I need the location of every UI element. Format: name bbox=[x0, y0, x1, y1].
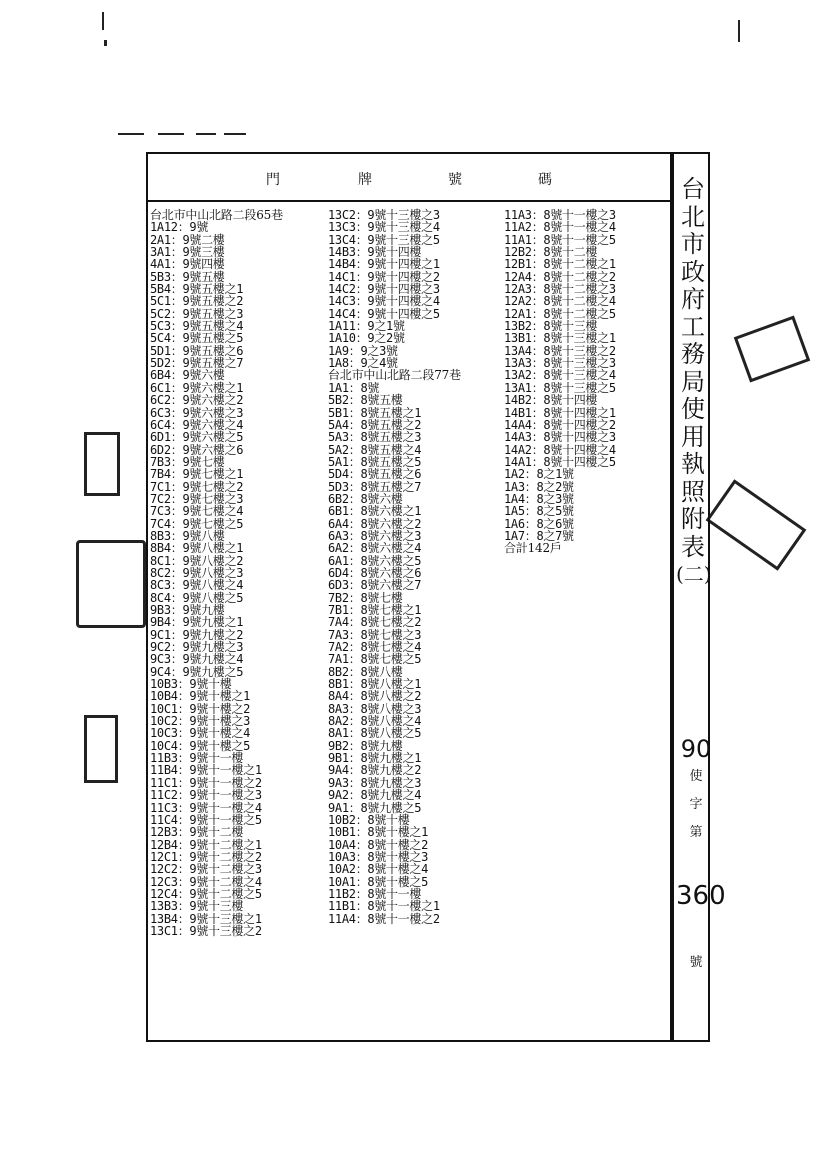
address-entry: 5D4：8號五樓之6 bbox=[328, 467, 422, 482]
address-entry: 12A3：8號十二樓之3 bbox=[504, 282, 616, 297]
address-entry: 8C2：9號八樓之3 bbox=[150, 565, 244, 580]
address-entry: 1A8：9之4號 bbox=[328, 356, 398, 371]
permit-char: 第 bbox=[689, 825, 703, 840]
address-entry: 11C3：9號十一樓之4 bbox=[150, 800, 262, 815]
address-entry: 14C2：9號十四樓之3 bbox=[328, 282, 440, 297]
title-char: 府 bbox=[681, 285, 705, 313]
address-entry: 5B1：8號五樓之1 bbox=[328, 405, 422, 420]
address-entry: 10A4：8號十樓之2 bbox=[328, 837, 429, 852]
address-entry: 1A5：8之5號 bbox=[504, 504, 574, 519]
permit-char: 號 bbox=[689, 955, 703, 970]
address-entry: 1A3：8之2號 bbox=[504, 479, 574, 494]
title-char: 使 bbox=[681, 395, 705, 423]
address-entry: 6C3：9號六樓之3 bbox=[150, 405, 244, 420]
header-char: 門 bbox=[266, 172, 280, 188]
address-entry: 10B1：8號十樓之1 bbox=[328, 825, 429, 840]
address-entry: 5C4：9號五樓之5 bbox=[150, 331, 244, 346]
title-char: 用 bbox=[681, 422, 705, 451]
address-entry: 1A1：8號 bbox=[328, 380, 380, 395]
title-char: 執 bbox=[681, 450, 705, 478]
address-entry: 10C2：9號十樓之3 bbox=[150, 714, 251, 729]
address-entry: 1A9：9之3號 bbox=[328, 343, 398, 358]
address-entry: 13C3：9號十三樓之4 bbox=[328, 220, 440, 235]
address-entry: 12A1：8號十二樓之5 bbox=[504, 306, 616, 321]
address-entry: 9A2：8號九樓之4 bbox=[328, 788, 422, 803]
title-char: 表 bbox=[681, 532, 705, 561]
address-entry: 14C1：9號十四樓之2 bbox=[328, 269, 440, 284]
address-entry: 11A4：8號十一樓之2 bbox=[328, 911, 440, 926]
address-entry: 13C2：9號十三樓之3 bbox=[328, 208, 440, 222]
address-entry: 12C2：9號十二樓之3 bbox=[150, 862, 262, 877]
scan-dash-mark bbox=[196, 133, 216, 135]
approval-seal bbox=[706, 479, 807, 570]
address-entry: 合計142戶 bbox=[504, 541, 562, 556]
address-entry: 5C2：9號五樓之3 bbox=[150, 306, 244, 321]
address-entry: 13A2：8號十三樓之4 bbox=[504, 368, 616, 383]
table-header bbox=[148, 154, 672, 202]
address-entry: 6C2：9號六樓之2 bbox=[150, 393, 244, 408]
address-entry: 10C4：9號十樓之5 bbox=[150, 738, 251, 753]
address-entry: 9A1：8號九樓之5 bbox=[328, 800, 422, 815]
address-entry: 14B1：8號十四樓之1 bbox=[504, 405, 616, 420]
address-entry: 6D3：8號六樓之7 bbox=[328, 578, 422, 593]
address-entry: 9A4：8號九樓之2 bbox=[328, 763, 422, 778]
address-entry: 9B3：9號九樓 bbox=[150, 603, 225, 617]
address-entry: 12B3：9號十二樓 bbox=[150, 825, 244, 840]
margin-seal bbox=[84, 715, 118, 783]
address-entry: 10C3：9號十樓之4 bbox=[150, 726, 251, 741]
address-entry: 14A1：8號十四樓之5 bbox=[504, 454, 616, 469]
address-entry: 1A2：8之1號 bbox=[504, 467, 574, 482]
address-entry: 13A3：8號十三樓之3 bbox=[504, 356, 616, 371]
table-body bbox=[148, 202, 672, 1040]
address-entry: 7A1：8號七樓之5 bbox=[328, 652, 422, 667]
address-entry: 13A4：8號十三樓之2 bbox=[504, 343, 616, 358]
address-entry: 12C4：9號十二樓之5 bbox=[150, 886, 262, 901]
address-entry: 5D1：9號五樓之6 bbox=[150, 343, 244, 358]
scan-dash-mark bbox=[158, 133, 184, 135]
address-entry: 6B1：8號六樓之1 bbox=[328, 504, 422, 519]
address-entry: 6A3：8號六樓之3 bbox=[328, 528, 422, 543]
scan-speck bbox=[102, 12, 104, 30]
address-entry: 12B1：8號十二樓之1 bbox=[504, 257, 616, 272]
address-entry: 8A1：8號八樓之5 bbox=[328, 726, 422, 741]
title-char: 工 bbox=[681, 312, 705, 341]
address-entry: 8C1：9號八樓之2 bbox=[150, 553, 244, 568]
address-entry: 8B2：8號八樓 bbox=[328, 664, 403, 679]
address-entry: 6A1：8號六樓之5 bbox=[328, 553, 422, 568]
address-entry: 6D2：9號六樓之6 bbox=[150, 442, 244, 457]
address-entry: 1A12：9號 bbox=[150, 220, 209, 235]
address-entry: 6D4：8號六樓之6 bbox=[328, 565, 422, 580]
address-entry: 10B2：8號十樓 bbox=[328, 812, 410, 827]
address-entry: 10A1：8號十樓之5 bbox=[328, 874, 429, 889]
address-entry: 5B2：8號五樓 bbox=[328, 393, 403, 408]
address-entry: 9B1：8號九樓之1 bbox=[328, 751, 422, 766]
address-entry: 台北市中山北路二段65巷 bbox=[150, 208, 283, 222]
title-char: 台 bbox=[681, 175, 705, 203]
address-entry: 7B3：9號七樓 bbox=[150, 454, 225, 469]
address-entry: 13B3：9號十三樓 bbox=[150, 899, 244, 914]
title-char: 政 bbox=[681, 257, 705, 286]
address-entry: 6A4：8號六樓之2 bbox=[328, 516, 422, 531]
address-entry: 6A2：8號六樓之4 bbox=[328, 541, 422, 556]
address-entry: 13C1：9號十三樓之2 bbox=[150, 923, 262, 938]
address-entry: 2A1：9號二樓 bbox=[150, 232, 225, 247]
title-char: (二) bbox=[676, 562, 712, 586]
address-entry: 7B4：9號七樓之1 bbox=[150, 467, 244, 482]
title-char: 附 bbox=[681, 505, 705, 533]
address-entry: 5C1：9號五樓之2 bbox=[150, 294, 244, 309]
header-char: 號 bbox=[448, 172, 462, 188]
scan-speck bbox=[738, 20, 740, 42]
address-entry: 10B3：9號十樓 bbox=[150, 677, 232, 692]
address-entry: 9B4：9號九樓之1 bbox=[150, 615, 244, 630]
approval-seal bbox=[734, 316, 811, 383]
address-entry: 11B1：8號十一樓之1 bbox=[328, 899, 440, 914]
address-entry: 1A10：9之2號 bbox=[328, 331, 405, 346]
address-entry: 14A3：8號十四樓之3 bbox=[504, 430, 616, 445]
address-entry: 14A2：8號十四樓之4 bbox=[504, 442, 616, 457]
title-char: 北 bbox=[681, 202, 705, 231]
address-entry: 9C3：9號九樓之4 bbox=[150, 652, 244, 667]
address-entry: 7C2：9號七樓之3 bbox=[150, 491, 244, 506]
address-entry: 11B2：8號十一樓 bbox=[328, 886, 422, 901]
header-char: 牌 bbox=[358, 172, 372, 188]
address-entry: 1A6：8之6號 bbox=[504, 516, 574, 531]
address-entry: 12C3：9號十二樓之4 bbox=[150, 874, 262, 889]
address-entry: 8A3：8號八樓之3 bbox=[328, 701, 422, 716]
address-entry: 5C3：9號五樓之4 bbox=[150, 319, 244, 334]
address-entry: 7A4：8號七樓之2 bbox=[328, 615, 422, 630]
address-entry: 5A4：8號五樓之2 bbox=[328, 417, 422, 432]
address-entry: 12A4：8號十二樓之2 bbox=[504, 269, 616, 284]
address-entry: 14C3：9號十四樓之4 bbox=[328, 294, 440, 309]
permit-year: 90 bbox=[680, 735, 712, 763]
address-entry: 9B2：8號九樓 bbox=[328, 738, 403, 753]
address-entry: 6C1：9號六樓之1 bbox=[150, 380, 244, 395]
address-entry: 13C4：9號十三樓之5 bbox=[328, 232, 440, 247]
address-entry: 6C4：9號六樓之4 bbox=[150, 417, 244, 432]
permit-char: 使 bbox=[689, 769, 703, 784]
address-entry: 4A1：9號四樓 bbox=[150, 257, 225, 272]
address-entry: 11A1：8號十一樓之5 bbox=[504, 232, 616, 247]
address-entry: 7C1：9號七樓之2 bbox=[150, 479, 244, 494]
address-entry: 7A2：8號七樓之4 bbox=[328, 640, 422, 655]
address-entry: 3A1：9號三樓 bbox=[150, 245, 225, 260]
document-title bbox=[676, 176, 710, 589]
address-entry: 13B1：8號十三樓之1 bbox=[504, 331, 616, 346]
address-entry: 6D1：9號六樓之5 bbox=[150, 430, 244, 445]
address-entry: 10A3：8號十樓之3 bbox=[328, 849, 429, 864]
address-entry: 9C2：9號九樓之3 bbox=[150, 640, 244, 655]
address-entry: 8C3：9號八樓之4 bbox=[150, 578, 244, 593]
address-entry: 1A7：8之7號 bbox=[504, 528, 574, 543]
address-entry: 8A4：8號八樓之2 bbox=[328, 689, 422, 704]
address-entry: 5A3：8號五樓之3 bbox=[328, 430, 422, 445]
address-entry: 7B1：8號七樓之1 bbox=[328, 603, 422, 617]
address-entry: 8B4：9號八樓之1 bbox=[150, 541, 244, 556]
title-char: 市 bbox=[681, 230, 705, 258]
address-entry: 8C4：9號八樓之5 bbox=[150, 590, 244, 605]
address-entry: 1A4：8之3號 bbox=[504, 491, 574, 506]
address-entry: 6B2：8號六樓 bbox=[328, 491, 403, 506]
address-entry: 9C4：9號九樓之5 bbox=[150, 664, 244, 679]
scan-dash-mark bbox=[118, 133, 144, 135]
address-entry: 5D3：8號五樓之7 bbox=[328, 479, 422, 494]
address-entry: 5B3：9號五樓 bbox=[150, 269, 225, 284]
address-entry: 5A2：8號五樓之4 bbox=[328, 442, 422, 457]
address-entry: 7C4：9號七樓之5 bbox=[150, 516, 244, 531]
address-column-1 bbox=[150, 209, 283, 937]
address-entry: 14A4：8號十四樓之2 bbox=[504, 417, 616, 432]
address-entry: 7B2：8號七樓 bbox=[328, 590, 403, 605]
address-entry: 11B4：9號十一樓之1 bbox=[150, 763, 262, 778]
address-column-3 bbox=[504, 209, 616, 555]
address-entry: 1A11：9之1號 bbox=[328, 319, 405, 334]
address-entry: 8B1：8號八樓之1 bbox=[328, 677, 422, 692]
address-entry: 12B2：8號十二樓 bbox=[504, 245, 598, 260]
address-entry: 9C1：9號九樓之2 bbox=[150, 627, 244, 642]
margin-seal bbox=[76, 540, 146, 628]
permit-number bbox=[676, 735, 726, 977]
margin-seal bbox=[84, 432, 120, 496]
address-entry: 8B3：9號八樓 bbox=[150, 528, 225, 543]
address-entry: 5A1：8號五樓之5 bbox=[328, 454, 422, 469]
address-entry: 14C4：9號十四樓之5 bbox=[328, 306, 440, 321]
address-entry: 6B4：9號六樓 bbox=[150, 368, 225, 383]
scan-dash-mark bbox=[224, 133, 246, 135]
title-char: 局 bbox=[681, 367, 705, 396]
address-entry: 11C2：9號十一樓之3 bbox=[150, 788, 262, 803]
address-entry: 11C1：9號十一樓之2 bbox=[150, 775, 262, 790]
address-entry: 7A3：8號七樓之3 bbox=[328, 627, 422, 642]
address-column-2 bbox=[328, 209, 461, 925]
permit-serial: 360 bbox=[676, 881, 726, 911]
address-table bbox=[146, 152, 710, 1042]
address-entry: 台北市中山北路二段77巷 bbox=[328, 368, 461, 383]
address-entry: 10A2：8號十樓之4 bbox=[328, 862, 429, 877]
address-entry: 10C1：9號十樓之2 bbox=[150, 701, 251, 716]
header-char: 碼 bbox=[538, 172, 552, 188]
address-entry: 12C1：9號十二樓之2 bbox=[150, 849, 262, 864]
address-entry: 5B4：9號五樓之1 bbox=[150, 282, 244, 297]
permit-char: 字 bbox=[689, 797, 703, 812]
address-entry: 12A2：8號十二樓之4 bbox=[504, 294, 616, 309]
address-entry: 11A3：8號十一樓之3 bbox=[504, 208, 616, 222]
address-entry: 11C4：9號十一樓之5 bbox=[150, 812, 262, 827]
address-entry: 8A2：8號八樓之4 bbox=[328, 714, 422, 729]
address-entry: 14B3：9號十四樓 bbox=[328, 245, 422, 260]
address-entry: 14B2：8號十四樓 bbox=[504, 393, 598, 408]
title-char: 照 bbox=[681, 477, 705, 506]
address-entry: 13A1：8號十三樓之5 bbox=[504, 380, 616, 395]
title-char: 務 bbox=[681, 340, 705, 368]
address-entry: 9A3：8號九樓之3 bbox=[328, 775, 422, 790]
address-entry: 14B4：9號十四樓之1 bbox=[328, 257, 440, 272]
address-entry: 13B2：8號十三樓 bbox=[504, 319, 598, 334]
scan-speck bbox=[104, 40, 107, 46]
address-entry: 11A2：8號十一樓之4 bbox=[504, 220, 616, 235]
address-entry: 11B3：9號十一樓 bbox=[150, 751, 244, 766]
address-entry: 5D2：9號五樓之7 bbox=[150, 356, 244, 371]
address-entry: 12B4：9號十二樓之1 bbox=[150, 837, 262, 852]
address-entry: 7C3：9號七樓之4 bbox=[150, 504, 244, 519]
address-entry: 10B4：9號十樓之1 bbox=[150, 689, 251, 704]
address-entry: 13B4：9號十三樓之1 bbox=[150, 911, 262, 926]
